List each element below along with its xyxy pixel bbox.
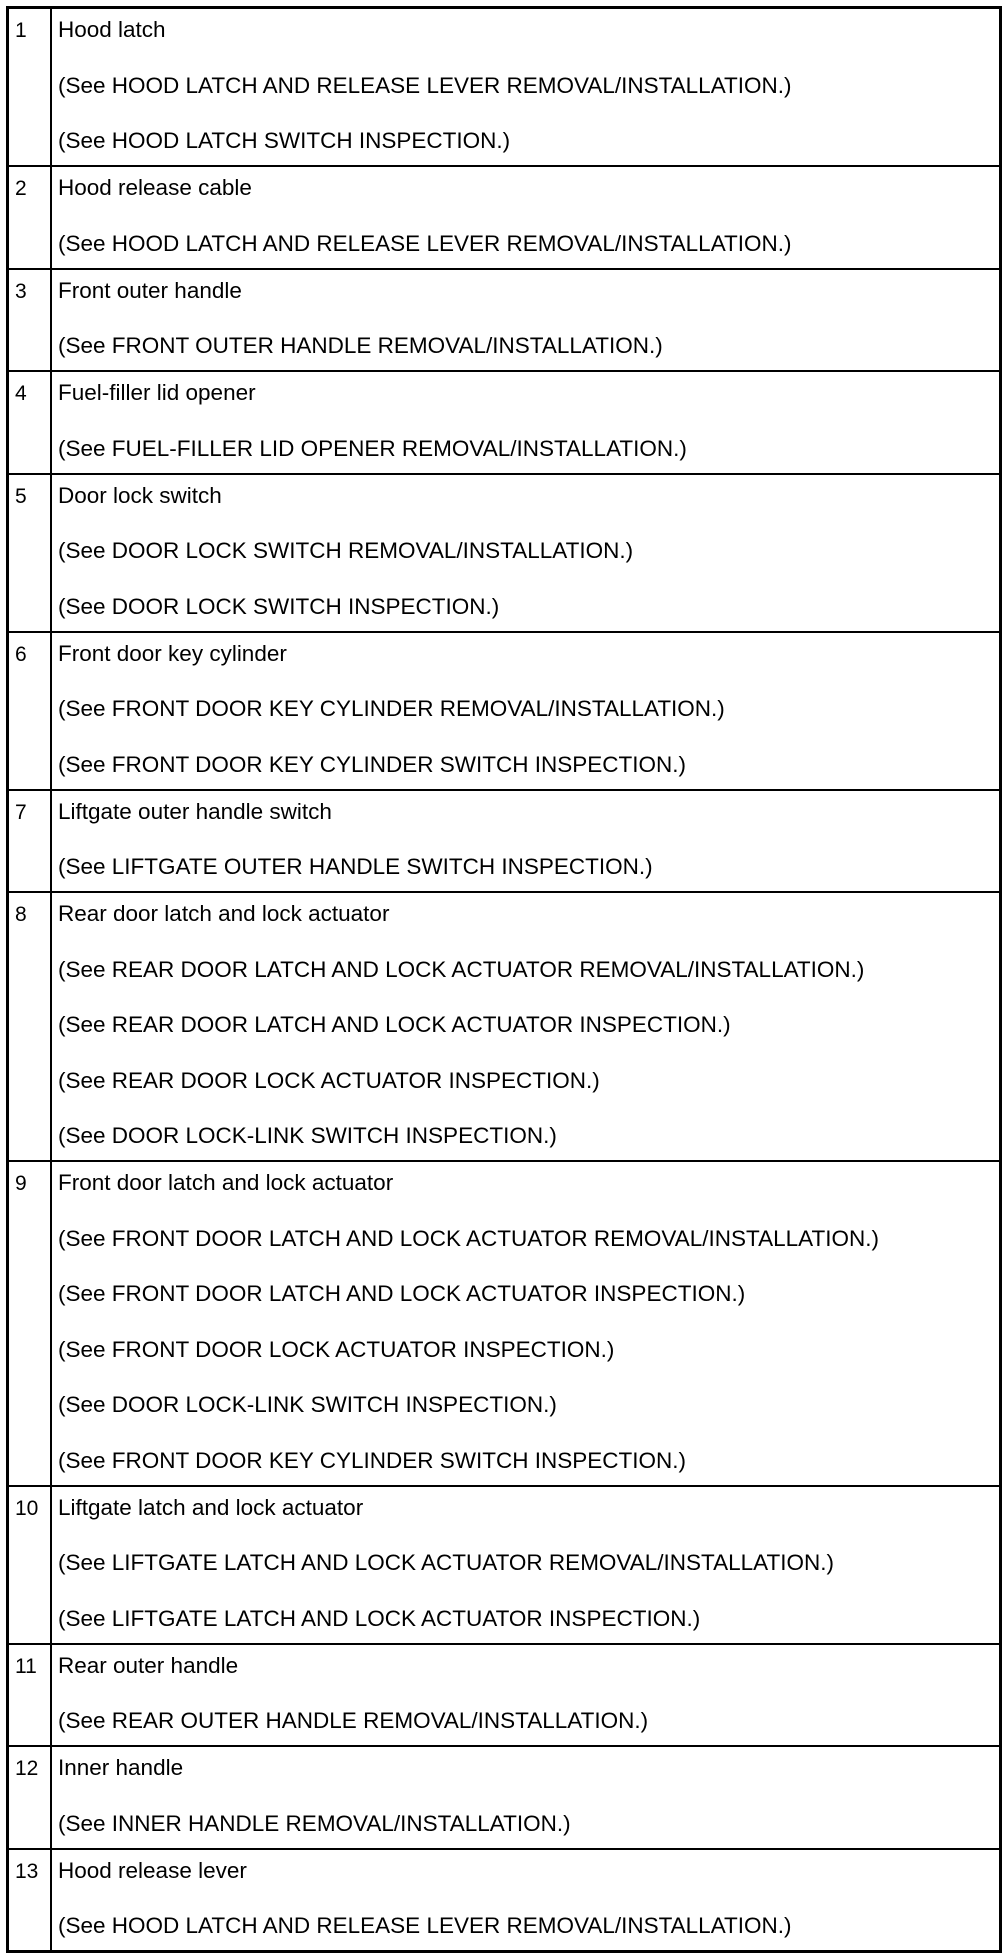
component-name: Liftgate latch and lock actuator <box>58 1494 364 1520</box>
item-number: 9 <box>8 1161 52 1486</box>
table-row <box>8 1161 1001 1486</box>
procedure-reference-link[interactable]: (See FRONT DOOR KEY CYLINDER REMOVAL/INSTALLATION.) <box>58 696 725 721</box>
item-number: 5 <box>8 474 52 632</box>
component-name: Liftgate outer handle switch <box>58 798 332 824</box>
procedure-reference-link[interactable]: (See REAR DOOR LATCH AND LOCK ACTUATOR REMOVAL/INSTALLATION.) <box>58 956 865 982</box>
procedure-reference-link[interactable]: (See FRONT DOOR KEY CYLINDER SWITCH INSPECTION.) <box>58 751 687 777</box>
item-number: 2 <box>8 166 52 269</box>
procedure-reference-link[interactable]: (See FRONT DOOR KEY CYLINDER SWITCH INSPECTION.) <box>58 1447 687 1473</box>
item-number: 10 <box>8 1486 52 1644</box>
item-description-cell <box>51 892 1001 1161</box>
procedure-reference-link[interactable]: (See DOOR LOCK-LINK SWITCH INSPECTION.) <box>58 1392 557 1417</box>
table-row <box>8 371 1001 474</box>
table-row <box>8 1746 1001 1849</box>
item-number: 11 <box>8 1644 52 1747</box>
item-description-cell <box>51 790 1001 893</box>
item-number: 6 <box>8 632 52 790</box>
procedure-reference-link[interactable]: (See FRONT DOOR LATCH AND LOCK ACTUATOR INSPECTION.) <box>58 1281 746 1306</box>
item-description-cell <box>51 1746 1001 1849</box>
component-name: Front door key cylinder <box>58 640 287 666</box>
table-row <box>8 1486 1001 1644</box>
item-number: 13 <box>8 1849 52 1952</box>
component-name: Front door latch and lock actuator <box>58 1170 394 1195</box>
component-name: Door lock switch <box>58 482 222 508</box>
procedure-reference-link[interactable]: (See HOOD LATCH AND RELEASE LEVER REMOVAL/INSTALLATION.) <box>58 1913 792 1938</box>
parts-table-body <box>8 8 1001 1952</box>
procedure-reference-link[interactable]: (See LIFTGATE LATCH AND LOCK ACTUATOR INSPECTION.) <box>58 1605 701 1631</box>
item-description-cell <box>51 1644 1001 1747</box>
table-row <box>8 269 1001 372</box>
procedure-reference-link[interactable]: (See HOOD LATCH AND RELEASE LEVER REMOVAL/INSTALLATION.) <box>58 230 792 256</box>
component-name: Front outer handle <box>58 277 242 303</box>
component-name: Inner handle <box>58 1755 184 1780</box>
procedure-reference-link[interactable]: (See LIFTGATE LATCH AND LOCK ACTUATOR REMOVAL/INSTALLATION.) <box>58 1550 834 1575</box>
table-row <box>8 892 1001 1161</box>
procedure-reference-link[interactable]: (See REAR DOOR LOCK ACTUATOR INSPECTION.) <box>58 1067 600 1093</box>
item-number: 4 <box>8 371 52 474</box>
table-row <box>8 474 1001 632</box>
table-row <box>8 1644 1001 1747</box>
procedure-reference-link[interactable]: (See INNER HANDLE REMOVAL/INSTALLATION.) <box>58 1810 571 1836</box>
procedure-reference-link[interactable]: (See REAR OUTER HANDLE REMOVAL/INSTALLATION.) <box>58 1708 649 1733</box>
component-name: Hood latch <box>58 17 166 42</box>
item-description-cell <box>51 166 1001 269</box>
item-description-cell <box>51 1486 1001 1644</box>
item-description-cell <box>51 269 1001 372</box>
procedure-reference-link[interactable]: (See FRONT DOOR LOCK ACTUATOR INSPECTION.) <box>58 1336 615 1362</box>
procedure-reference-link[interactable]: (See LIFTGATE OUTER HANDLE SWITCH INSPECTION.) <box>58 854 653 879</box>
item-description-cell <box>51 1849 1001 1952</box>
item-number: 7 <box>8 790 52 893</box>
procedure-reference-link[interactable]: (See DOOR LOCK SWITCH REMOVAL/INSTALLATION.) <box>58 538 634 563</box>
procedure-reference-link[interactable]: (See FUEL-FILLER LID OPENER REMOVAL/INSTALLATION.) <box>58 435 687 461</box>
component-name: Hood release cable <box>58 175 252 200</box>
procedure-reference-link[interactable]: (See HOOD LATCH AND RELEASE LEVER REMOVAL/INSTALLATION.) <box>58 72 792 98</box>
item-description-cell <box>51 632 1001 790</box>
procedure-reference-link[interactable]: (See DOOR LOCK SWITCH INSPECTION.) <box>58 593 500 619</box>
table-row <box>8 790 1001 893</box>
table-row <box>8 1849 1001 1952</box>
item-description-cell <box>51 474 1001 632</box>
item-description-cell <box>51 8 1001 167</box>
item-description-cell <box>51 371 1001 474</box>
component-name: Rear door latch and lock actuator <box>58 901 390 926</box>
item-description-cell <box>51 1161 1001 1486</box>
item-number: 12 <box>8 1746 52 1849</box>
component-name: Hood release lever <box>58 1857 247 1883</box>
procedure-reference-link[interactable]: (See DOOR LOCK-LINK SWITCH INSPECTION.) <box>58 1123 557 1148</box>
item-number: 3 <box>8 269 52 372</box>
procedure-reference-link[interactable]: (See FRONT DOOR LATCH AND LOCK ACTUATOR REMOVAL/INSTALLATION.) <box>58 1225 879 1251</box>
component-name: Fuel-filler lid opener <box>58 380 256 405</box>
parts-reference-table <box>6 6 1002 1953</box>
item-number: 8 <box>8 892 52 1161</box>
procedure-reference-link[interactable]: (See REAR DOOR LATCH AND LOCK ACTUATOR INSPECTION.) <box>58 1012 731 1037</box>
table-row <box>8 8 1001 167</box>
component-name: Rear outer handle <box>58 1652 239 1678</box>
item-number: 1 <box>8 8 52 167</box>
procedure-reference-link[interactable]: (See HOOD LATCH SWITCH INSPECTION.) <box>58 128 511 153</box>
procedure-reference-link[interactable]: (See FRONT OUTER HANDLE REMOVAL/INSTALLATION.) <box>58 333 663 358</box>
table-row <box>8 166 1001 269</box>
table-row <box>8 632 1001 790</box>
